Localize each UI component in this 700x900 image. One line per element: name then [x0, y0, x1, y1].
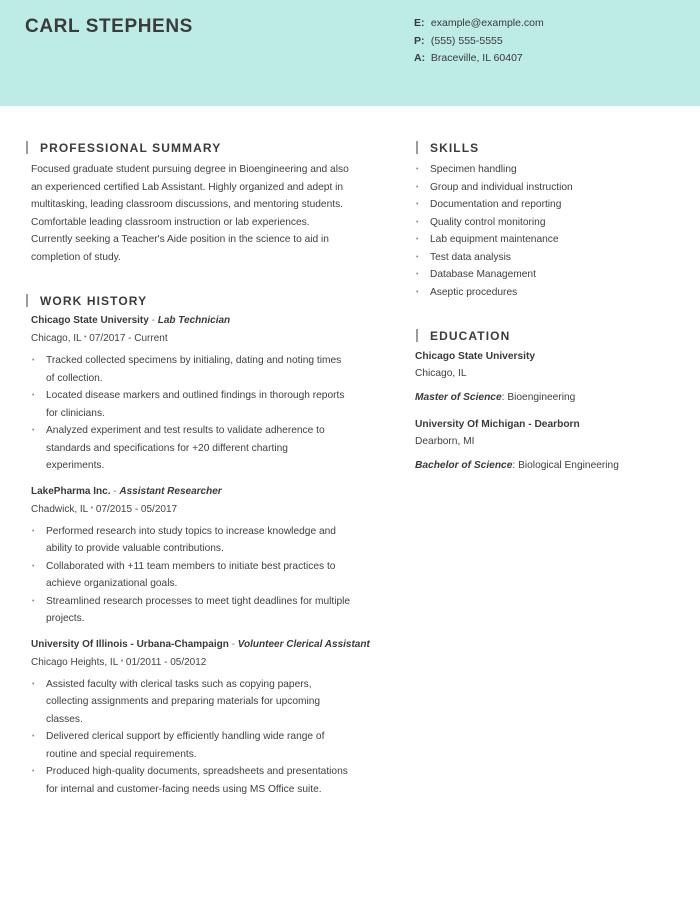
bullet-line: • Streamlined research processes to meet tight deadlines for multiple — [46, 595, 351, 607]
summary-line: completion of study. — [31, 251, 121, 263]
bullet-line: standards and specifications for +20 different charting — [46, 442, 288, 454]
separator: - — [231, 638, 235, 650]
job-entry — [25, 313, 385, 475]
bullet-line: experiments. — [46, 460, 105, 471]
job-bullet — [31, 676, 385, 729]
meta-separator: • — [84, 334, 87, 341]
skill-item: • Database Management — [415, 266, 685, 284]
job-title: Assistant Researcher — [119, 485, 222, 497]
job-entry — [25, 637, 385, 799]
separator: - — [151, 315, 155, 326]
skill-item: • Quality control monitoring — [415, 214, 685, 232]
bullet-line: projects. — [46, 613, 85, 624]
contact-phone-label: P: — [414, 34, 425, 47]
job-meta — [31, 500, 385, 518]
contact-phone — [414, 33, 544, 51]
job-dates: 01/2011 - 05/2012 — [125, 656, 207, 668]
job-bullet — [31, 558, 385, 593]
bullet-line: ability to provide valuable contributions. — [46, 543, 224, 554]
meta-separator: • — [120, 657, 124, 665]
contact-email-label: E: — [414, 17, 425, 29]
company-name: Chicago State University — [31, 315, 149, 326]
skill-item: • Lab equipment maintenance — [415, 231, 685, 249]
job-title: Volunteer Clerical Assistant — [237, 638, 370, 650]
bullet-line: collecting assignments and preparing materials for upcoming — [46, 696, 321, 707]
contact-address-label: A: — [414, 52, 426, 64]
degree-field: Biological Engineering — [518, 460, 619, 471]
job-bullets — [31, 523, 385, 628]
bullet-line: • Located disease markers and outlined findings in thorough reports — [46, 390, 345, 401]
education-list — [415, 348, 685, 474]
job-location: Chadwick, IL — [31, 503, 88, 515]
job-bullets — [31, 352, 385, 475]
bullet-line: achieve organizational goals. — [46, 578, 178, 589]
skill-item: • Documentation and reporting — [415, 196, 685, 214]
meta-separator: • — [90, 504, 94, 512]
skill-item: • Test data analysis — [415, 249, 685, 267]
bullet-line: classes. — [46, 713, 83, 725]
job-bullet — [31, 728, 385, 763]
job-header — [31, 484, 385, 500]
bullet-line: routine and special requirements. — [46, 748, 197, 760]
degree-line — [415, 457, 685, 474]
work-history-list — [25, 313, 385, 798]
summary-line: an experienced certified Lab Assistant. Highly organized and adept in — [31, 181, 344, 193]
job-title: Lab Technician — [157, 315, 231, 326]
bullet-line: of collection. — [46, 372, 103, 384]
header-band — [0, 0, 700, 106]
school-location: Dearborn, MI — [415, 436, 475, 447]
skill-item: • Group and individual instruction — [415, 179, 685, 197]
right-column — [415, 140, 685, 474]
left-column — [25, 140, 385, 798]
bullet-line: • Performed research into study topics to increase knowledge and — [46, 525, 336, 537]
bullet-line: for internal and customer-facing needs using MS Office suite. — [46, 783, 322, 795]
job-bullets — [31, 676, 385, 799]
separator: - — [113, 485, 117, 497]
skills-heading: SKILLS — [415, 140, 685, 156]
education-entry — [415, 416, 685, 474]
degree-colon: : — [501, 392, 505, 403]
bullet-line: • Analyzed experiment and test results to validate adherence to — [46, 425, 325, 436]
skills-list — [415, 161, 685, 301]
company-name: LakePharma Inc. — [31, 485, 111, 497]
work-history-heading: WORK HISTORY — [25, 293, 385, 309]
job-header — [31, 313, 385, 329]
bullet-line: • Delivered clerical support by efficiently handling wide range of — [46, 731, 325, 742]
bullet-line: • Assisted faculty with clerical tasks such as copying papers, — [46, 678, 312, 690]
contact-block — [414, 15, 544, 68]
summary-heading: PROFESSIONAL SUMMARY — [25, 140, 385, 156]
job-header — [31, 637, 385, 653]
job-bullet — [31, 763, 385, 798]
degree-colon: : — [512, 460, 516, 471]
skill-item: • Specimen handling — [415, 161, 685, 179]
job-dates: 07/2015 - 05/2017 — [95, 503, 178, 515]
job-dates: 07/2017 - Current — [89, 333, 168, 344]
education-entry — [415, 348, 685, 406]
contact-email — [414, 15, 544, 33]
summary-line: Comfortable leading classroom instruction or lab experiences. — [31, 216, 310, 228]
education-heading: EDUCATION — [415, 328, 685, 344]
contact-phone-value: (555) 555-5555 — [430, 34, 503, 47]
summary-line: Focused graduate student pursuing degree in Bioengineering and also — [31, 164, 349, 175]
job-bullet — [31, 523, 385, 558]
job-location: Chicago Heights, IL — [31, 656, 118, 668]
contact-address-value: Braceville, IL 60407 — [430, 52, 523, 64]
degree-line — [415, 389, 685, 406]
company-name: University Of Illinois - Urbana-Champaign — [31, 638, 229, 650]
job-bullet — [31, 387, 385, 422]
school-name: Chicago State University — [415, 351, 536, 362]
contact-address — [414, 50, 544, 68]
summary-line: multitasking, leading classroom discussions, and mentoring students. — [31, 199, 344, 210]
contact-email-value: example@example.com — [430, 17, 544, 29]
summary-line: Currently seeking a Teacher's Aide position in the science to aid in — [31, 234, 329, 245]
bullet-line: • Produced high-quality documents, spreadsheets and presentations — [46, 766, 348, 777]
school-location: Chicago, IL — [415, 368, 467, 379]
degree-field: Bioengineering — [507, 392, 576, 403]
job-bullet — [31, 422, 385, 475]
bullet-line: for clinicians. — [46, 407, 105, 419]
bullet-line: • Tracked collected specimens by initialing, dating and noting times — [46, 355, 342, 366]
skill-item: • Aseptic procedures — [415, 284, 685, 302]
summary-text — [25, 161, 385, 266]
candidate-name: CARL STEPHENS — [25, 16, 193, 37]
job-location: Chicago, IL — [31, 333, 82, 344]
degree-name: Master of Science — [415, 392, 502, 403]
degree-name: Bachelor of Science — [415, 460, 513, 471]
bullet-line: • Collaborated with +11 team members to initiate best practices to — [46, 560, 336, 572]
job-meta — [31, 329, 385, 347]
job-bullet — [31, 352, 385, 387]
job-bullet — [31, 593, 385, 628]
school-name: University Of Michigan - Dearborn — [415, 419, 580, 430]
job-entry — [25, 484, 385, 628]
job-meta — [31, 653, 385, 671]
